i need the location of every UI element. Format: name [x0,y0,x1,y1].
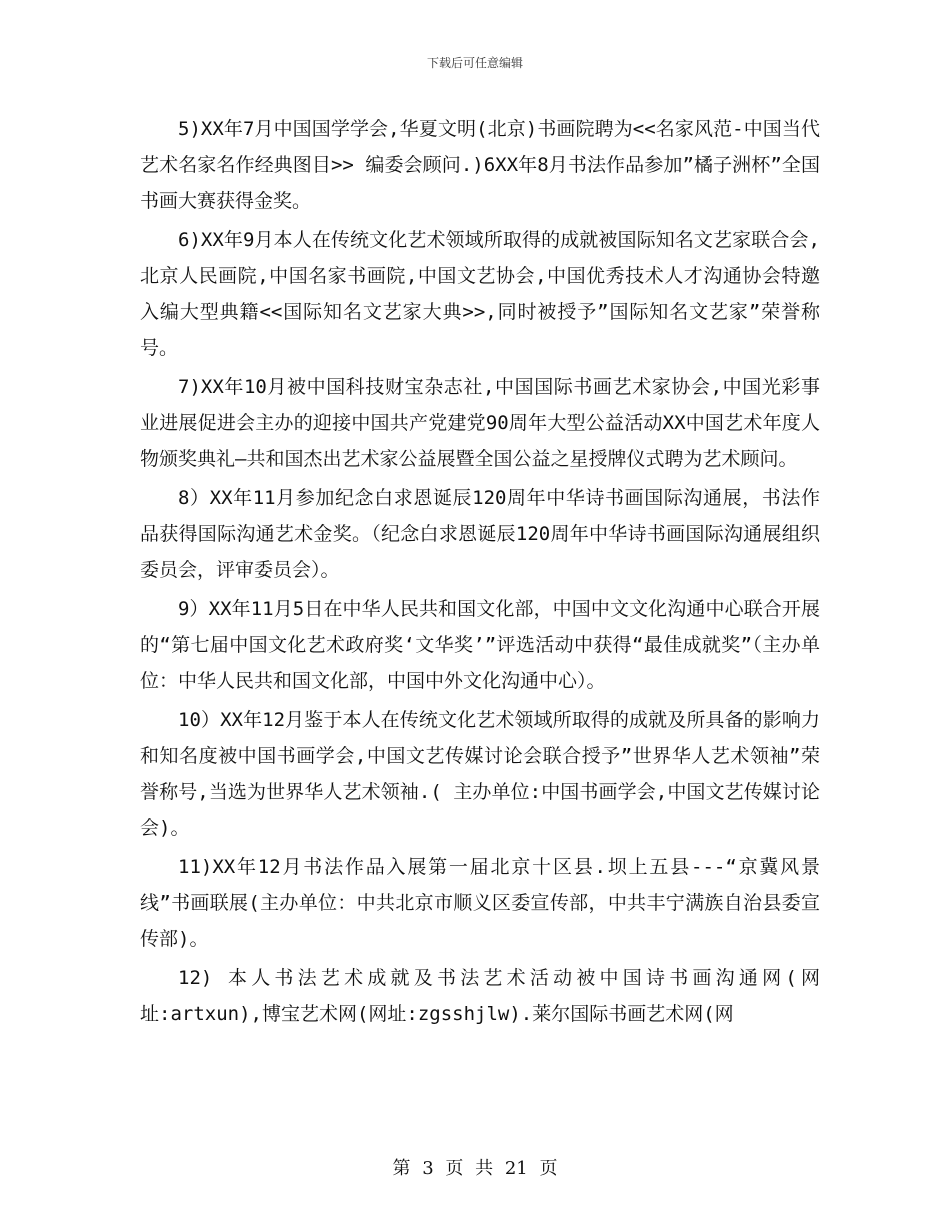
paragraph-10: 10）XX年12月鉴于本人在传统文化艺术领域所取得的成就及所具备的影响力和知名度被中国书画学会,中国文艺传媒讨论会联合授予”世界华人艺术领袖”荣誉称号,当选为世界华人艺术领袖.( 主办单位:中国书画学会,中国文艺传媒讨论会)。 [140,709,820,839]
paragraph-9: 9）XX年11月5日在中华人民共和国文化部，中国中文文化沟通中心联合开展的“第七届中国文化艺术政府奖‘文华奖’”评选活动中获得“最佳成就奖”（主办单位：中华人民共和国文化部，中国中外文化沟通中心）。 [140,598,820,692]
page-number: 第 3 页 共 21 页 [392,1158,558,1179]
paragraph-6: 6)XX年9月本人在传统文化艺术领域所取得的成就被国际知名文艺家联合会,北京人民画院,中国名家书画院,中国文艺协会,中国优秀技术人才沟通协会特邀入编大型典籍<<国际知名文艺家大典>>,同时被授予”国际知名文艺家”荣誉称号。 [140,229,820,359]
document-body [140,111,820,1032]
paragraph-11: 11)XX年12月书法作品入展第一届北京十区县.坝上五县---“京冀风景线”书画联展(主办单位：中共北京市顺义区委宣传部，中共丰宁满族自治县委宣传部)。 [140,856,820,950]
paragraph-7: 7)XX年10月被中国科技财宝杂志社,中国国际书画艺术家协会,中国光彩事业进展促进会主办的迎接中国共产党建党90周年大型公益活动XX中国艺术年度人物颁奖典礼—共和国杰出艺术家公益展暨全国公益之星授牌仪式聘为艺术顾问。 [140,376,820,470]
paragraph-5: 5)XX年7月中国国学学会,华夏文明(北京)书画院聘为<<名家风范-中国当代艺术名家名作经典图目>> 编委会顾问.)6XX年8月书法作品参加”橘子洲杯”全国书画大赛获得金奖。 [140,118,820,212]
paragraph-8: 8）XX年11月参加纪念白求恩诞辰120周年中华诗书画国际沟通展，书法作品获得国际沟通艺术金奖。（纪念白求恩诞辰120周年中华诗书画国际沟通展组织委员会，评审委员会）。 [140,487,820,581]
paragraph-12: 12) 本人书法艺术成就及书法艺术活动被中国诗书画沟通网(网址:artxun),博宝艺术网(网址:zgsshjlw).莱尔国际书画艺术网(网 [140,967,820,1025]
page-header-note: 下载后可任意编辑 [426,56,523,70]
